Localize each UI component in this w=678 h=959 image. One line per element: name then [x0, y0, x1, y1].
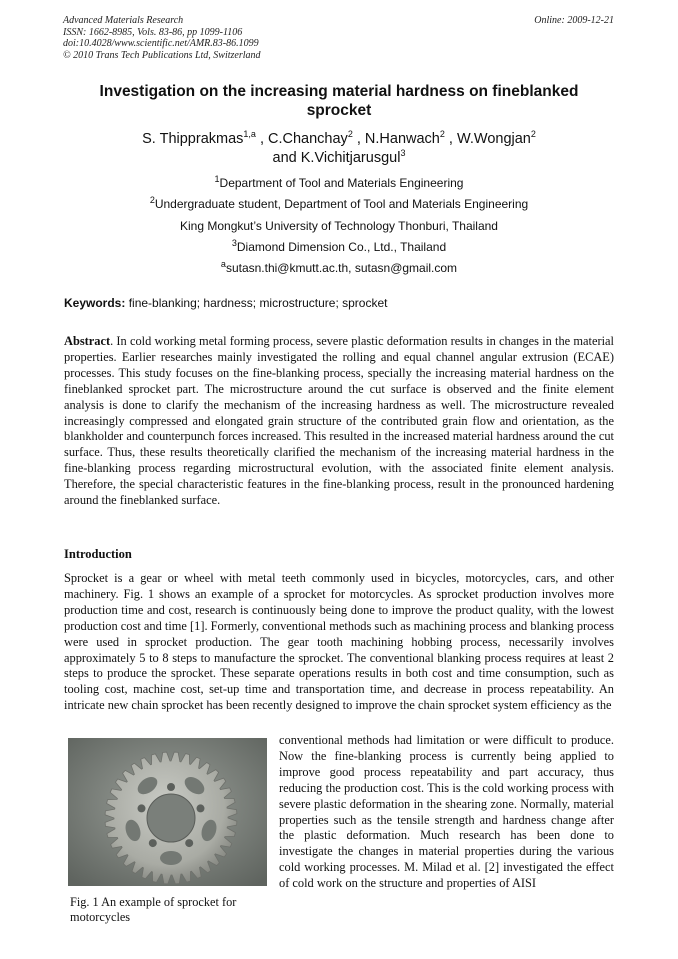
author-list: [60, 130, 618, 168]
sprocket-image: [68, 738, 267, 886]
author-name: S. Thipprakmas: [142, 131, 244, 147]
author-sup: 3: [400, 148, 406, 159]
affiliation-sup: 3: [231, 238, 237, 248]
keywords: [64, 296, 387, 310]
figure-caption: Fig. 1 An example of sprocket for motorcycles: [70, 895, 237, 924]
affiliation-text: Department of Tool and Materials Engineering: [219, 176, 464, 190]
online-date: Online: 2009-12-21: [534, 15, 614, 26]
section-heading-introduction: Introduction: [64, 547, 132, 561]
abstract-label: Abstract: [64, 334, 111, 348]
author-name: , W.Wongjan: [444, 131, 531, 147]
affiliation-text: King Mongkut’s University of Technology Thonburi, Thailand: [180, 219, 498, 233]
author-name: , N.Hanwach: [352, 131, 440, 147]
journal-header: [63, 15, 261, 61]
sprocket-bolt-hole: [138, 804, 146, 812]
sprocket-bolt-hole: [167, 783, 175, 791]
issn: ISSN: 1662-8985, Vols. 83-86, pp 1099-1106: [63, 26, 243, 38]
affiliation-email: [60, 261, 618, 275]
keywords-text: fine-blanking; hardness; microstructure; sprocket: [125, 296, 388, 310]
journal-name: Advanced Materials Research: [63, 15, 184, 26]
affiliation-text: Undergraduate student, Department of Tool and Materials Engineering: [154, 197, 529, 211]
abstract: [64, 334, 614, 509]
affiliation-2: [60, 197, 618, 211]
author-name: and K.Vichitjarusgul: [272, 150, 401, 166]
author-sup: 2: [530, 129, 536, 140]
paper-title: Investigation on the increasing material hardness on fineblanked sprocket: [99, 83, 579, 119]
intro-wrap-paragraph: conventional methods had limitation or were difficult to produce. Now the fine-blanking process is currently being applied to improve good process repeatability and part accuracy, thus reducing the production cost. This is the cold working process with severe plastic deformation in the shearing zone. Normally, material properties such as the tensile strength and hardness change after the plastic deformation. Much research has been done to investigate the changes in material properties during the various cold working processes. M. Milad et al. [2] investigated the effect of cold work on the structure and properties of AISI: [279, 733, 614, 891]
author-sup: 2: [347, 129, 353, 140]
affiliation-sup: 1: [214, 174, 220, 184]
doi: doi:10.4028/www.scientific.net/AMR.83-86.1099: [63, 38, 259, 49]
affiliation-text: Diamond Dimension Co., Ltd., Thailand: [236, 240, 447, 254]
sprocket-photo: [68, 738, 267, 886]
sprocket-bolt-hole: [197, 804, 205, 812]
author-sup: 1,a: [243, 129, 256, 140]
affiliation-sup: 2: [149, 195, 155, 205]
sprocket-bolt-hole: [149, 839, 157, 847]
affiliation-3: [60, 219, 618, 233]
sprocket-hub-hole: [147, 794, 195, 842]
sprocket-cutout: [160, 851, 182, 865]
intro-paragraph: Sprocket is a gear or wheel with metal teeth commonly used in bicycles, motorcycles, cars, and other machinery. Fig. 1 shows an example of a sprocket for motorcycles. As sprocket production involves more production time and cost, research is continuously being done to improve the product quality, with the lowest production cost and time [1]. Formerly, conventional methods such as machining process and blanking process were used in sprocket production. The gear tooth machining hobbing process, necessarily involves approximately 5 to 8 steps to manufacture the sprocket. The conventional blanking process requires at least 2 steps to produce the sprocket. These separate operations results in both cost and time consumption, such as tooling cost, machine cost, set-up time and transportation time, and decrease in process repeatability. An intricate new chain sprocket has been recently designed to improve the chain sprocket system efficiency as the: [64, 571, 614, 713]
copyright: © 2010 Trans Tech Publications Ltd, Switzerland: [63, 49, 261, 61]
email-text: sutasn.thi@kmutt.ac.th, sutasn@gmail.com: [225, 261, 458, 275]
affiliation-sup: a: [220, 259, 226, 269]
sprocket-bolt-hole: [185, 839, 193, 847]
author-name: , C.Chanchay: [255, 131, 348, 147]
affiliation-4: [60, 240, 618, 254]
abstract-text: . In cold working metal forming process, severe plastic deformation results in changes in the material properties. Earlier researches mainly investigated the rolling and equal channel angular extrusion (ECAE) processes. This study focuses on the fine-blanking process, specially the increasing material hardness on the fineblanked sprocket part. The microstructure around the cut surface is observed and the finite element analysis is done to clarify the mechanism of the increasing hardness as well. The microstructure revealed increasingly compressed and elongated grain structure of the contributed grain flow and orientation, as the blankholder and counterpunch forces increased. This resulted in the increased material hardness around the cut surface. Thus, these results theoretically clarified the mechanism of the increasing material hardness in the fine-blanking process regarding microstructural evolution, with the associated finite element analysis. Therefore, the special characteristic features in the fine-blanking process, result in the pronounced hardening around the fineblanked surface.: [64, 334, 614, 508]
keywords-label: Keywords:: [64, 296, 126, 310]
author-sup: 2: [439, 129, 445, 140]
affiliation-1: [60, 176, 618, 190]
